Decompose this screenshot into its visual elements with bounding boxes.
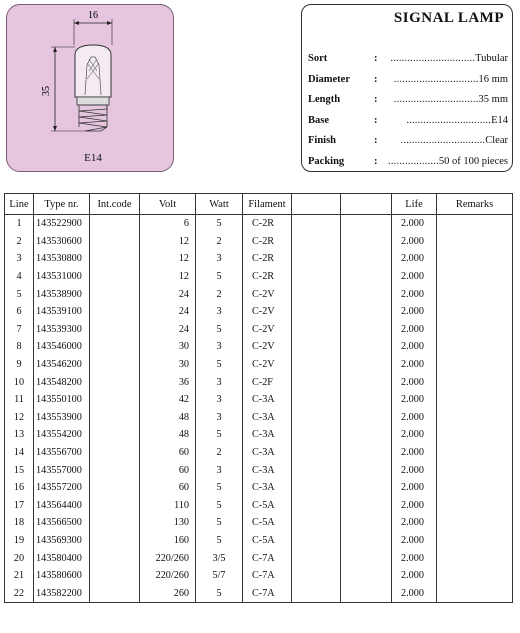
cell-filament: C-3A — [243, 461, 292, 479]
column-header-blank-col-a — [292, 194, 341, 215]
table-row — [5, 479, 513, 497]
spec-card — [301, 4, 513, 172]
cell-remarks — [437, 514, 513, 532]
table-row — [5, 444, 513, 462]
column-header-watt: Watt — [196, 194, 243, 215]
table-row — [5, 549, 513, 567]
table-header — [5, 194, 513, 215]
cell-type-nr: 143556700 — [34, 444, 90, 462]
cell-blank-col-a — [292, 479, 341, 497]
cell-volt: 30 — [140, 338, 196, 356]
cell-life: 2.000 — [392, 549, 437, 567]
cell-watt: 2 — [196, 285, 243, 303]
spec-row-sort: Sort : ..............................Tubular — [308, 53, 508, 64]
cell-filament: C-7A — [243, 567, 292, 585]
cell-blank-col-b — [341, 497, 392, 515]
cell-life: 2.000 — [392, 584, 437, 602]
cell-line: 15 — [5, 461, 34, 479]
cell-watt: 5 — [196, 268, 243, 286]
cell-line: 9 — [5, 356, 34, 374]
lamp-table — [4, 193, 513, 603]
height-dimension-label: 35 — [41, 86, 52, 96]
cell-watt: 5/7 — [196, 567, 243, 585]
cell-type-nr: 143557000 — [34, 461, 90, 479]
cell-remarks — [437, 268, 513, 286]
cell-type-nr: 143580400 — [34, 549, 90, 567]
header-row — [5, 194, 513, 215]
cell-line: 20 — [5, 549, 34, 567]
column-header-int-code: Int.code — [90, 194, 140, 215]
cell-life: 2.000 — [392, 303, 437, 321]
cell-remarks — [437, 497, 513, 515]
cell-blank-col-b — [341, 303, 392, 321]
cell-volt: 24 — [140, 285, 196, 303]
cell-life: 2.000 — [392, 567, 437, 585]
table-row — [5, 285, 513, 303]
cell-type-nr: 143546200 — [34, 356, 90, 374]
cell-type-nr: 143548200 — [34, 373, 90, 391]
cell-blank-col-a — [292, 549, 341, 567]
cell-blank-col-b — [341, 532, 392, 550]
cell-blank-col-b — [341, 373, 392, 391]
cell-volt: 24 — [140, 321, 196, 339]
cell-watt: 3 — [196, 373, 243, 391]
cell-line: 16 — [5, 479, 34, 497]
spec-label: Base — [308, 114, 329, 126]
cell-watt: 5 — [196, 321, 243, 339]
cell-line: 6 — [5, 303, 34, 321]
cell-blank-col-a — [292, 391, 341, 409]
cell-int-code — [90, 584, 140, 602]
table-body — [5, 215, 513, 603]
cell-line: 12 — [5, 409, 34, 427]
cell-volt: 60 — [140, 444, 196, 462]
cell-volt: 42 — [140, 391, 196, 409]
cell-line: 2 — [5, 233, 34, 251]
cell-line: 5 — [5, 285, 34, 303]
cell-blank-col-a — [292, 356, 341, 374]
spec-row-diameter: Diameter : ..............................16 mm — [308, 73, 508, 85]
cell-filament: C-5A — [243, 514, 292, 532]
width-dimension-label: 16 — [88, 10, 98, 21]
table-row — [5, 409, 513, 427]
table-row — [5, 461, 513, 479]
cell-watt: 3 — [196, 461, 243, 479]
cell-life: 2.000 — [392, 233, 437, 251]
cell-remarks — [437, 409, 513, 427]
cell-watt: 2 — [196, 233, 243, 251]
cell-int-code — [90, 514, 140, 532]
cell-int-code — [90, 444, 140, 462]
cell-life: 2.000 — [392, 426, 437, 444]
cell-blank-col-b — [341, 567, 392, 585]
cell-blank-col-a — [292, 567, 341, 585]
cell-filament: C-2F — [243, 373, 292, 391]
spec-value: 50 of 100 pieces — [438, 155, 508, 167]
cell-blank-col-a — [292, 233, 341, 251]
spec-label: Finish — [308, 135, 337, 146]
cell-volt: 36 — [140, 373, 196, 391]
table-row — [5, 373, 513, 391]
cell-type-nr: 143580600 — [34, 567, 90, 585]
table-row — [5, 250, 513, 268]
cell-int-code — [90, 461, 140, 479]
cell-int-code — [90, 549, 140, 567]
cell-type-nr: 143553900 — [34, 409, 90, 427]
cell-type-nr: 143546000 — [34, 338, 90, 356]
spec-row-base: Base : ..............................E14 — [308, 114, 508, 126]
cell-watt: 3 — [196, 409, 243, 427]
column-header-blank-col-b — [341, 194, 392, 215]
cell-filament: C-7A — [243, 584, 292, 602]
cell-blank-col-a — [292, 532, 341, 550]
cell-filament: C-2V — [243, 338, 292, 356]
spec-label: Diameter — [308, 73, 350, 85]
cell-type-nr: 143554200 — [34, 426, 90, 444]
cell-line: 1 — [5, 215, 34, 233]
cell-remarks — [437, 215, 513, 233]
cell-life: 2.000 — [392, 356, 437, 374]
cell-watt: 5 — [196, 584, 243, 602]
spec-value: 35 mm — [478, 94, 508, 105]
cell-int-code — [90, 338, 140, 356]
cell-type-nr: 143522900 — [34, 215, 90, 233]
cell-filament: C-2V — [243, 303, 292, 321]
cell-volt: 12 — [140, 250, 196, 268]
cell-blank-col-a — [292, 268, 341, 286]
cell-type-nr: 143530600 — [34, 233, 90, 251]
cell-filament: C-3A — [243, 391, 292, 409]
cell-volt: 60 — [140, 479, 196, 497]
cell-blank-col-b — [341, 233, 392, 251]
cell-blank-col-a — [292, 373, 341, 391]
cell-type-nr: 143530800 — [34, 250, 90, 268]
cell-int-code — [90, 285, 140, 303]
cell-blank-col-a — [292, 497, 341, 515]
cell-life: 2.000 — [392, 514, 437, 532]
cell-type-nr: 143550100 — [34, 391, 90, 409]
cell-remarks — [437, 444, 513, 462]
cell-blank-col-b — [341, 321, 392, 339]
cell-int-code — [90, 532, 140, 550]
cell-int-code — [90, 391, 140, 409]
cell-remarks — [437, 373, 513, 391]
cell-watt: 5 — [196, 497, 243, 515]
cell-int-code — [90, 567, 140, 585]
cell-volt: 24 — [140, 303, 196, 321]
cell-filament: C-2R — [243, 250, 292, 268]
spec-row-finish: Finish : ..............................Clear — [308, 135, 508, 146]
cell-filament: C-2V — [243, 321, 292, 339]
cell-line: 21 — [5, 567, 34, 585]
cell-volt: 6 — [140, 215, 196, 233]
table-row — [5, 426, 513, 444]
cell-life: 2.000 — [392, 338, 437, 356]
lamp-drawing — [7, 5, 175, 173]
spec-value: E14 — [491, 114, 508, 126]
cell-remarks — [437, 532, 513, 550]
cell-watt: 5 — [196, 532, 243, 550]
cell-filament: C-2V — [243, 356, 292, 374]
cell-life: 2.000 — [392, 268, 437, 286]
cell-int-code — [90, 268, 140, 286]
cell-line: 13 — [5, 426, 34, 444]
base-type-label: E14 — [84, 152, 102, 164]
cell-volt: 48 — [140, 409, 196, 427]
cell-type-nr: 143566500 — [34, 514, 90, 532]
cell-remarks — [437, 567, 513, 585]
cell-blank-col-b — [341, 285, 392, 303]
cell-blank-col-a — [292, 409, 341, 427]
product-title: SIGNAL LAMP — [393, 10, 504, 26]
cell-line: 14 — [5, 444, 34, 462]
cell-life: 2.000 — [392, 444, 437, 462]
cell-blank-col-b — [341, 409, 392, 427]
lamp-table-container — [4, 193, 512, 603]
cell-life: 2.000 — [392, 391, 437, 409]
cell-line: 4 — [5, 268, 34, 286]
cell-line: 3 — [5, 250, 34, 268]
cell-remarks — [437, 549, 513, 567]
cell-volt: 30 — [140, 356, 196, 374]
cell-watt: 3/5 — [196, 549, 243, 567]
cell-blank-col-b — [341, 584, 392, 602]
table-row — [5, 497, 513, 515]
cell-blank-col-b — [341, 268, 392, 286]
table-row — [5, 268, 513, 286]
table-row — [5, 567, 513, 585]
cell-blank-col-a — [292, 461, 341, 479]
cell-life: 2.000 — [392, 215, 437, 233]
cell-blank-col-a — [292, 215, 341, 233]
cell-watt: 5 — [196, 479, 243, 497]
cell-int-code — [90, 215, 140, 233]
cell-volt: 110 — [140, 497, 196, 515]
column-header-line: Line — [5, 194, 34, 215]
cell-blank-col-b — [341, 356, 392, 374]
cell-blank-col-b — [341, 444, 392, 462]
cell-remarks — [437, 426, 513, 444]
cell-life: 2.000 — [392, 285, 437, 303]
spec-value: Tubular — [475, 53, 508, 64]
table-row — [5, 215, 513, 233]
cell-line: 17 — [5, 497, 34, 515]
cell-life: 2.000 — [392, 479, 437, 497]
cell-blank-col-a — [292, 584, 341, 602]
cell-type-nr: 143531000 — [34, 268, 90, 286]
cell-filament: C-3A — [243, 426, 292, 444]
cell-watt: 3 — [196, 391, 243, 409]
cell-life: 2.000 — [392, 461, 437, 479]
cell-volt: 130 — [140, 514, 196, 532]
cell-line: 18 — [5, 514, 34, 532]
cell-remarks — [437, 356, 513, 374]
cell-line: 19 — [5, 532, 34, 550]
cell-volt: 60 — [140, 461, 196, 479]
cell-int-code — [90, 373, 140, 391]
cell-filament: C-2V — [243, 285, 292, 303]
cell-life: 2.000 — [392, 321, 437, 339]
cell-watt: 5 — [196, 514, 243, 532]
table-row — [5, 233, 513, 251]
cell-volt: 260 — [140, 584, 196, 602]
cell-remarks — [437, 584, 513, 602]
cell-blank-col-a — [292, 250, 341, 268]
cell-blank-col-a — [292, 321, 341, 339]
cell-watt: 5 — [196, 215, 243, 233]
cell-watt: 2 — [196, 444, 243, 462]
column-header-life: Life — [392, 194, 437, 215]
column-header-volt: Volt — [140, 194, 196, 215]
cell-filament: C-3A — [243, 409, 292, 427]
cell-int-code — [90, 426, 140, 444]
cell-watt: 3 — [196, 250, 243, 268]
cell-remarks — [437, 233, 513, 251]
cell-int-code — [90, 250, 140, 268]
cell-blank-col-b — [341, 549, 392, 567]
cell-int-code — [90, 409, 140, 427]
cell-blank-col-b — [341, 391, 392, 409]
column-header-type-nr: Type nr. — [34, 194, 90, 215]
cell-volt: 220/260 — [140, 549, 196, 567]
cell-int-code — [90, 233, 140, 251]
table-row — [5, 514, 513, 532]
cell-blank-col-b — [341, 461, 392, 479]
cell-filament: C-7A — [243, 549, 292, 567]
table-row — [5, 532, 513, 550]
cell-watt: 3 — [196, 303, 243, 321]
cell-filament: C-5A — [243, 497, 292, 515]
spec-row-length: Length : ..............................35 mm — [308, 94, 508, 105]
table-row — [5, 321, 513, 339]
spec-label: Length — [308, 94, 341, 105]
cell-filament: C-2R — [243, 233, 292, 251]
cell-blank-col-b — [341, 514, 392, 532]
cell-blank-col-a — [292, 444, 341, 462]
cell-type-nr: 143538900 — [34, 285, 90, 303]
cell-filament: C-3A — [243, 479, 292, 497]
cell-int-code — [90, 497, 140, 515]
cell-volt: 12 — [140, 268, 196, 286]
spec-row-packing: Packing : ..................50 of 100 pieces — [308, 155, 508, 167]
table-row — [5, 584, 513, 602]
cell-line: 10 — [5, 373, 34, 391]
cell-type-nr: 143539300 — [34, 321, 90, 339]
cell-watt: 5 — [196, 356, 243, 374]
column-header-remarks: Remarks — [437, 194, 513, 215]
table-row — [5, 338, 513, 356]
cell-line: 22 — [5, 584, 34, 602]
cell-blank-col-b — [341, 338, 392, 356]
cell-remarks — [437, 338, 513, 356]
cell-remarks — [437, 479, 513, 497]
cell-blank-col-b — [341, 250, 392, 268]
cell-line: 7 — [5, 321, 34, 339]
cell-watt: 3 — [196, 338, 243, 356]
cell-blank-col-a — [292, 285, 341, 303]
spec-label: Packing — [308, 155, 345, 167]
cell-remarks — [437, 321, 513, 339]
cell-int-code — [90, 303, 140, 321]
cell-life: 2.000 — [392, 409, 437, 427]
cell-type-nr: 143539100 — [34, 303, 90, 321]
cell-blank-col-b — [341, 215, 392, 233]
cell-filament: C-2R — [243, 215, 292, 233]
cell-blank-col-a — [292, 514, 341, 532]
cell-filament: C-3A — [243, 444, 292, 462]
cell-blank-col-b — [341, 479, 392, 497]
column-header-filament: Filament — [243, 194, 292, 215]
cell-type-nr: 143557200 — [34, 479, 90, 497]
cell-type-nr: 143564400 — [34, 497, 90, 515]
cell-blank-col-a — [292, 303, 341, 321]
table-row — [5, 303, 513, 321]
spec-value: Clear — [485, 135, 508, 146]
spec-value: 16 mm — [478, 73, 508, 85]
cell-volt: 48 — [140, 426, 196, 444]
cell-life: 2.000 — [392, 497, 437, 515]
cell-life: 2.000 — [392, 532, 437, 550]
cell-type-nr: 143569300 — [34, 532, 90, 550]
cell-filament: C-2R — [243, 268, 292, 286]
cell-life: 2.000 — [392, 250, 437, 268]
cell-remarks — [437, 303, 513, 321]
cell-blank-col-a — [292, 426, 341, 444]
table-row — [5, 391, 513, 409]
cell-int-code — [90, 356, 140, 374]
cell-blank-col-b — [341, 426, 392, 444]
cell-int-code — [90, 321, 140, 339]
cell-int-code — [90, 479, 140, 497]
cell-volt: 220/260 — [140, 567, 196, 585]
table-row — [5, 356, 513, 374]
cell-watt: 5 — [196, 426, 243, 444]
cell-blank-col-a — [292, 338, 341, 356]
cell-remarks — [437, 391, 513, 409]
cell-remarks — [437, 250, 513, 268]
cell-line: 11 — [5, 391, 34, 409]
spec-label: Sort — [308, 53, 328, 64]
cell-filament: C-5A — [243, 532, 292, 550]
cell-life: 2.000 — [392, 373, 437, 391]
cell-type-nr: 143582200 — [34, 584, 90, 602]
cell-remarks — [437, 285, 513, 303]
cell-remarks — [437, 461, 513, 479]
cell-volt: 12 — [140, 233, 196, 251]
lamp-illustration-panel — [6, 4, 174, 172]
cell-line: 8 — [5, 338, 34, 356]
cell-volt: 160 — [140, 532, 196, 550]
